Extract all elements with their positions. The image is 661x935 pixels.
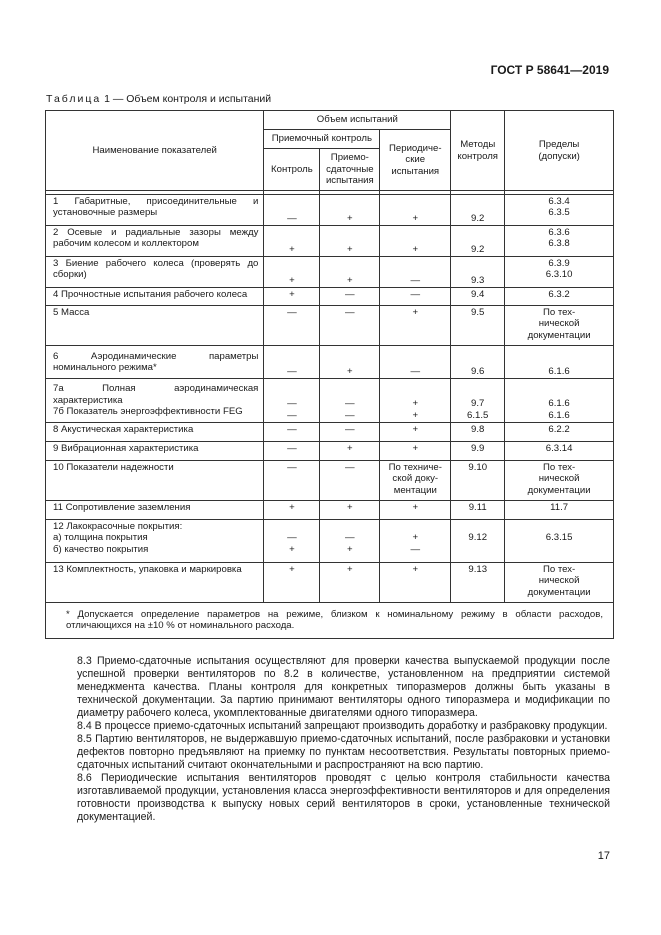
table-row (46, 195, 614, 226)
row-limits: 6.3.6 6.3.8 (505, 226, 614, 257)
page-number: 17 (597, 850, 610, 862)
row-methods: 9.11 (451, 501, 505, 520)
row-control: + (264, 288, 320, 306)
paragraph-8-3: 8.3 Приемо-сдаточные испытания осуществляют для проверки качества выпускаемой продукции после успешной проверки вентиляторов по 8.2 в количестве, установленном на предприятии системой менеджмента качества. Планы контроля для конкретных типоразмеров должны быть указаны в технической документации. За партию принимают вентиляторы одного типоразмера и модификации по диаметру рабочего колеса, укомплектованные двигателями одного типоразмера. (77, 655, 610, 719)
row-methods: 9.3 (451, 257, 505, 288)
header-control: Контроль (264, 149, 320, 191)
row-delivery: — (320, 306, 380, 346)
row-delivery: + (320, 501, 380, 520)
table-caption-label: Таблица (46, 93, 102, 105)
table-row (46, 306, 614, 346)
row-limits: 6.3.4 6.3.5 (505, 195, 614, 226)
header-scope: Объем испытаний (264, 111, 451, 130)
table-row (46, 346, 614, 379)
row-delivery: + (320, 563, 380, 603)
row-periodic: + (380, 501, 451, 520)
row-periodic: — (380, 257, 451, 288)
row-limits: 6.3.14 (505, 442, 614, 461)
row-methods: 9.10 (451, 461, 505, 501)
row-delivery: + (320, 442, 380, 461)
row-limits: По тех- нической документации (505, 563, 614, 603)
row-limits: 11.7 (505, 501, 614, 520)
row-name: 5 Масса (46, 306, 264, 346)
row-periodic: + (380, 195, 451, 226)
row-delivery: + (320, 195, 380, 226)
row-methods: 9.12 (451, 520, 505, 563)
table-footnote: * Допускается определение параметров на режиме, близком к номинальному режиму в области расходов, отличающихся на ±10 % от номинального расхода. (46, 603, 614, 639)
row-methods: 9.2 (451, 195, 505, 226)
row-limits: 6.1.6 (505, 346, 614, 379)
row-periodic: + (380, 306, 451, 346)
paragraph-8-5: 8.5 Партию вентиляторов, не выдержавшую приемо-сдаточных испытаний, после разбраковки и установки дефектов повторно предъявляют на приемку по пунктам несоответствия. Результаты повторных приемо-сдаточных испытаний считают окончательными и распространяют на всю партию. (77, 733, 610, 771)
row-limits: По тех- нической документации (505, 306, 614, 346)
row-name: 6 Аэродинамические параметры номинального режима* (46, 346, 264, 379)
row-delivery: — (320, 288, 380, 306)
row-periodic: + (380, 442, 451, 461)
table-row (46, 563, 614, 603)
standard-designation: ГОСТ Р 58641—2019 (490, 63, 609, 77)
row-methods: 9.6 (451, 346, 505, 379)
header-periodic: Периодиче- ские испытания (380, 130, 451, 191)
row-name: 8 Акустическая характеристика (46, 423, 264, 442)
row-periodic: — (380, 346, 451, 379)
row-control: + (264, 501, 320, 520)
row-delivery: — (320, 461, 380, 501)
table-row (46, 226, 614, 257)
row-name: 4 Прочностные испытания рабочего колеса (46, 288, 264, 306)
table-row (46, 257, 614, 288)
row-methods: 9.9 (451, 442, 505, 461)
table-caption-text: 1 — Объем контроля и испытаний (101, 93, 272, 105)
row-delivery: + (320, 257, 380, 288)
row-control: — (264, 195, 320, 226)
table-row (46, 520, 614, 563)
row-name: 11 Сопротивление заземления (46, 501, 264, 520)
row-control: + (264, 563, 320, 603)
row-delivery: — (320, 423, 380, 442)
header-limits: Пределы (допуски) (505, 111, 614, 191)
row-limits: По тех- нической документации (505, 461, 614, 501)
header-name: Наименование показателей (46, 111, 264, 191)
table-row (46, 423, 614, 442)
table-row (46, 288, 614, 306)
row-periodic: По техниче- ской доку- ментации (380, 461, 451, 501)
row-control: — (264, 423, 320, 442)
paragraph-8-4: 8.4 В процессе приемо-сдаточных испытаний запрещают производить доработку и разбраковку продукции. (77, 720, 608, 732)
row-methods: 9.5 (451, 306, 505, 346)
row-limits: 6.2.2 (505, 423, 614, 442)
row-control: — + (264, 520, 320, 563)
row-limits: 6.3.15 (505, 520, 614, 563)
row-periodic: + — (380, 520, 451, 563)
row-name: 9 Вибрационная характеристика (46, 442, 264, 461)
row-methods: 9.8 (451, 423, 505, 442)
row-periodic: — (380, 288, 451, 306)
table-row (46, 501, 614, 520)
row-name: 13 Комплектность, упаковка и маркировка (46, 563, 264, 603)
table-row (46, 461, 614, 501)
header-methods: Методы контроля (451, 111, 505, 191)
row-methods: 9.7 6.1.5 (451, 379, 505, 423)
row-control: — (264, 442, 320, 461)
row-name: 12 Лакокрасочные покрытия: а) толщина покрытия б) качество покрытия (46, 520, 264, 563)
header-delivery: Приемо- сдаточные испытания (320, 149, 380, 191)
row-control: — (264, 346, 320, 379)
row-periodic: + (380, 423, 451, 442)
row-limits: 6.3.2 (505, 288, 614, 306)
body-text (50, 655, 610, 824)
row-limits: 6.3.9 6.3.10 (505, 257, 614, 288)
row-methods: 9.2 (451, 226, 505, 257)
row-delivery: + (320, 226, 380, 257)
row-name: 2 Осевые и радиальные зазоры между рабочим колесом и коллектором (46, 226, 264, 257)
row-name: 10 Показатели надежности (46, 461, 264, 501)
row-control: — (264, 461, 320, 501)
row-name: 1 Габаритные, присоединительные и установочные размеры (46, 195, 264, 226)
row-periodic: + (380, 563, 451, 603)
row-control: + (264, 226, 320, 257)
row-periodic: + (380, 226, 451, 257)
row-delivery: + (320, 346, 380, 379)
row-name: 3 Биение рабочего колеса (проверять до сборки) (46, 257, 264, 288)
table-caption (46, 93, 271, 105)
row-delivery: — + (320, 520, 380, 563)
row-limits: 6.1.6 6.1.6 (505, 379, 614, 423)
paragraph-8-6: 8.6 Периодические испытания вентиляторов проводят с целью контроля стабильности качества изготавливаемой продукции, установления класса энергоэффективности вентиляторов и для определения готовности производства к выпуску новых серий вентиляторов в сроки, установленные технической документацией. (77, 772, 610, 823)
row-delivery: — — (320, 379, 380, 423)
table-row (46, 442, 614, 461)
row-methods: 9.4 (451, 288, 505, 306)
row-methods: 9.13 (451, 563, 505, 603)
header-acceptance: Приемочный контроль (264, 130, 380, 149)
row-control: — (264, 306, 320, 346)
row-name: 7а Полная аэродинамическая характеристика 7б Показатель энергоэффективности FEG (46, 379, 264, 423)
row-periodic: + + (380, 379, 451, 423)
row-control: — — (264, 379, 320, 423)
control-scope-table (45, 110, 614, 639)
row-control: + (264, 257, 320, 288)
table-row (46, 379, 614, 423)
